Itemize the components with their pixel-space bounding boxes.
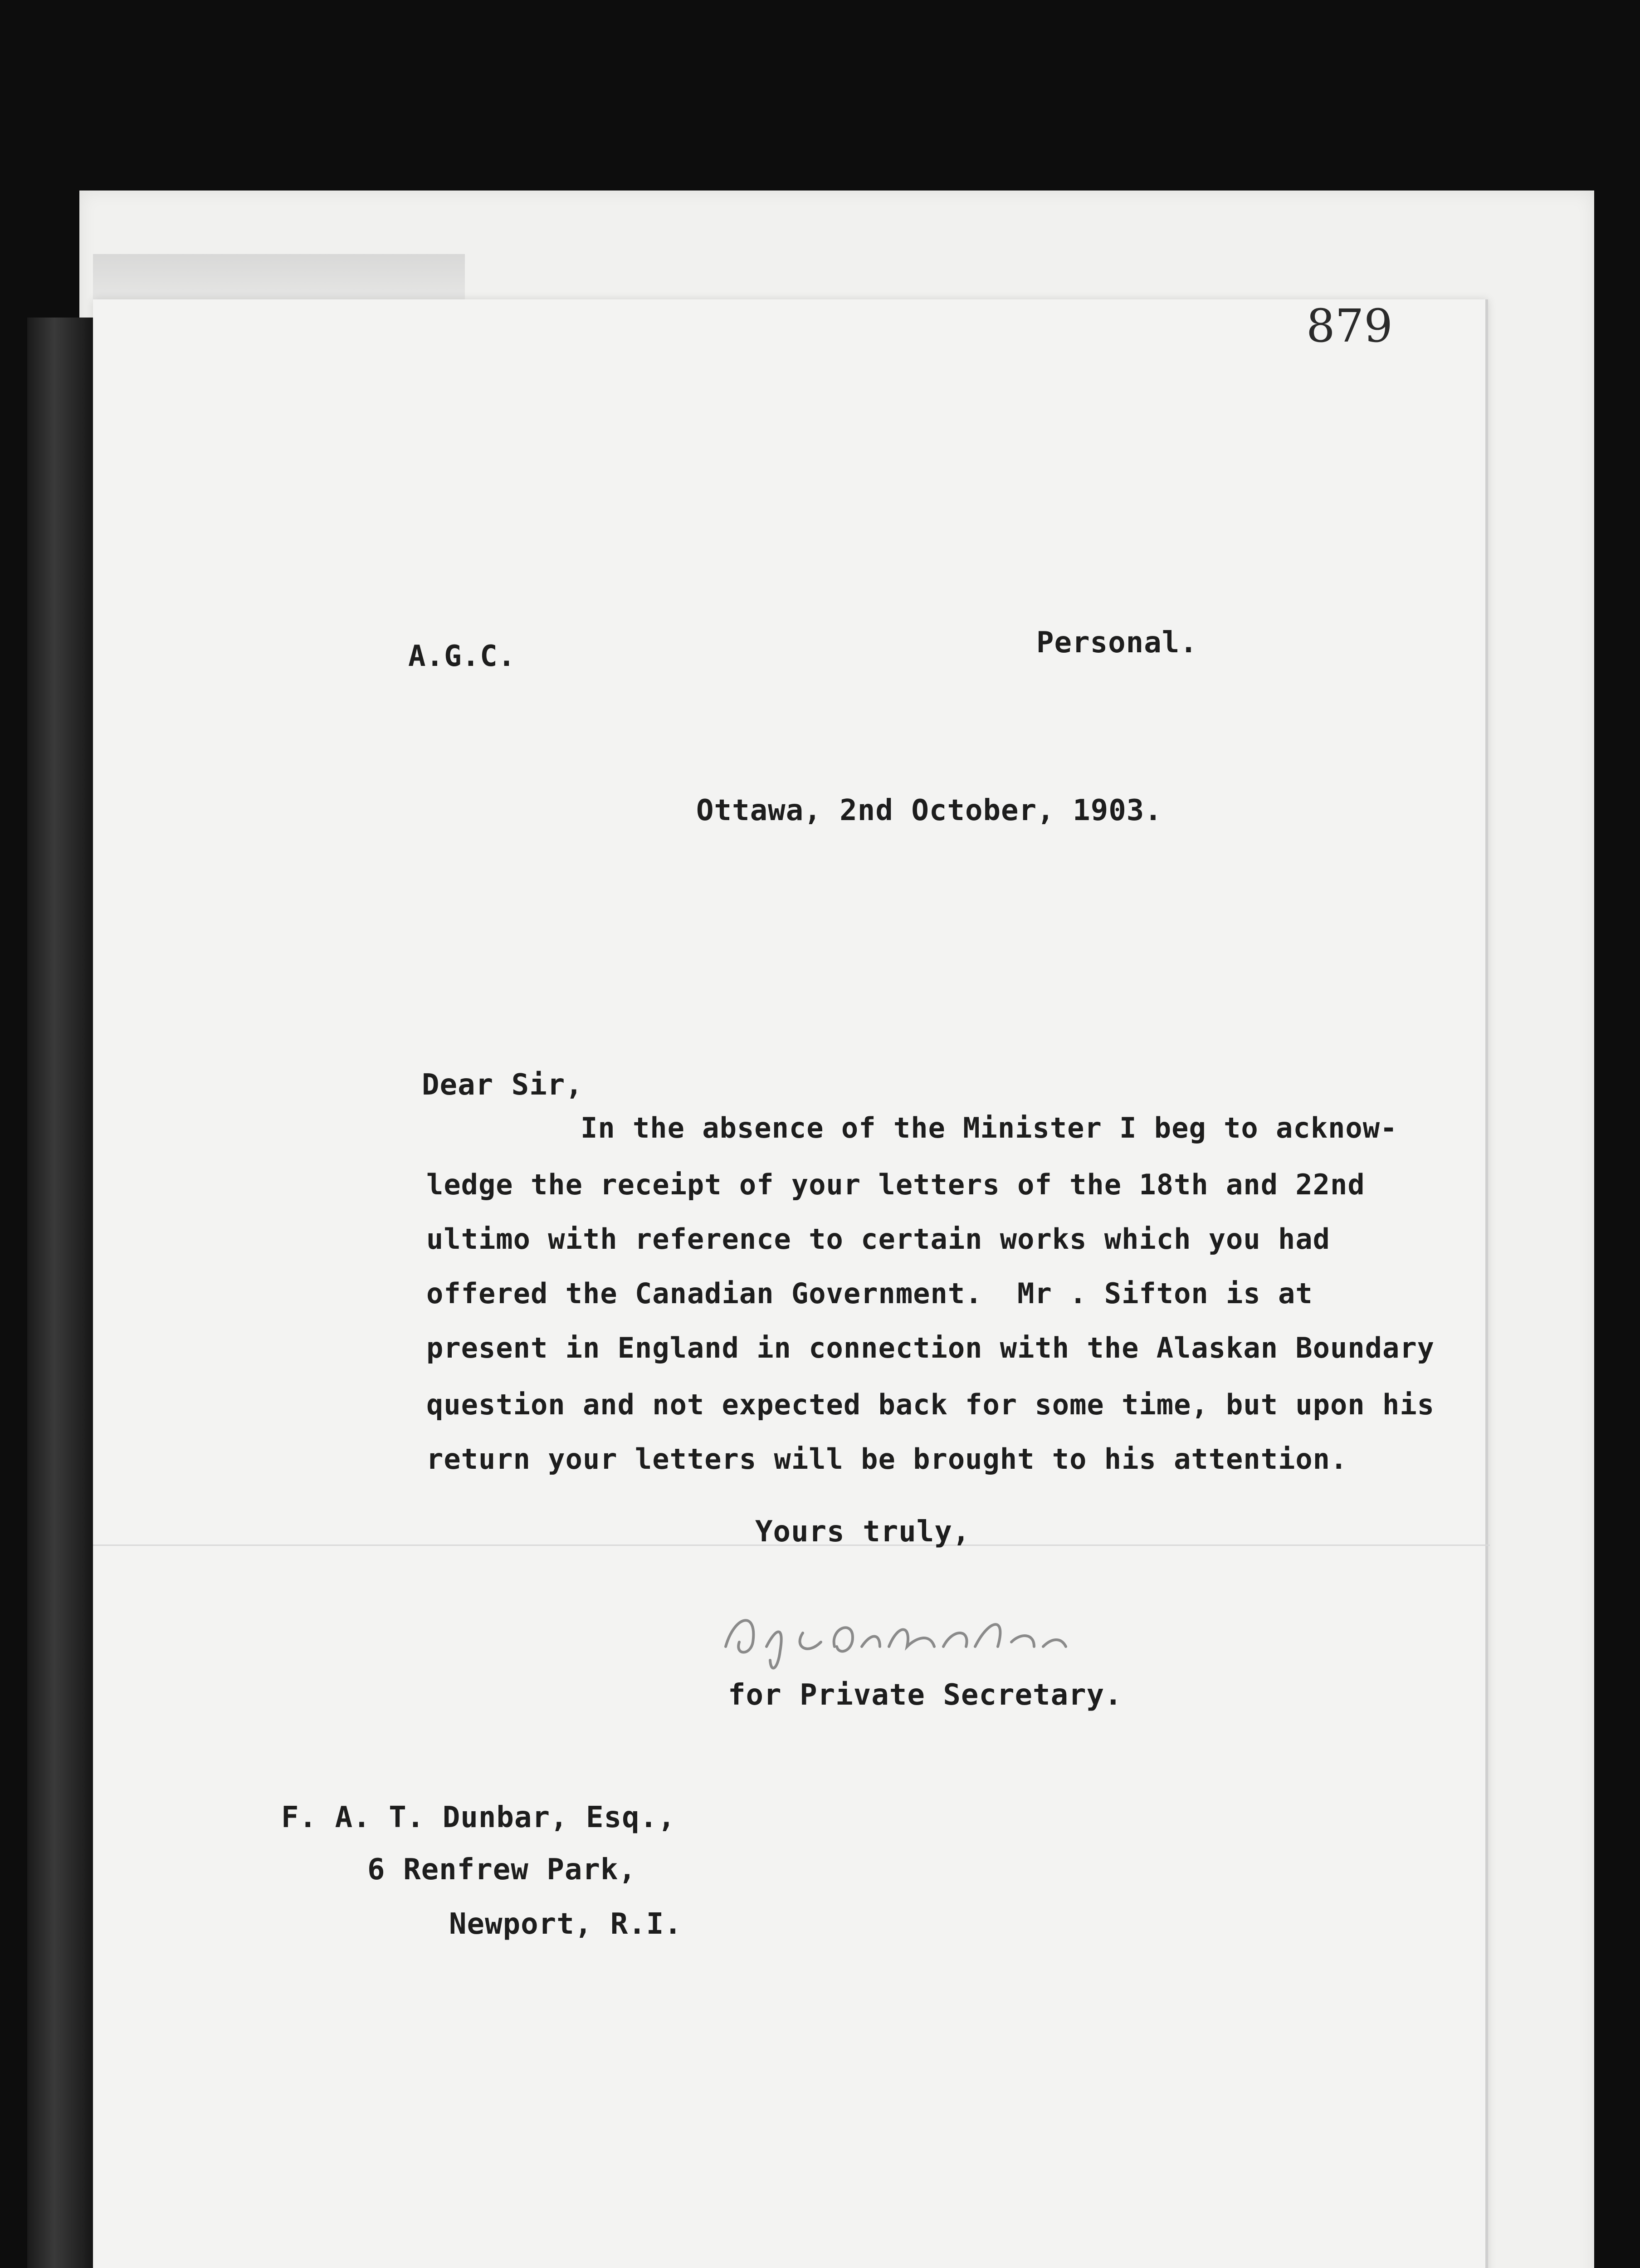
body-line: ultimo with reference to certain works which you had (426, 1222, 1331, 1256)
recipient-city: Newport, R.I. (449, 1907, 682, 1941)
date-line: Ottawa, 2nd October, 1903. (696, 794, 1162, 827)
body-line: In the absence of the Minister I beg to acknow- (581, 1111, 1398, 1144)
body-line: present in England in connection with the Alaskan Boundary (426, 1331, 1435, 1364)
body-line: ledge the receipt of your letters of the 18th and 22nd (426, 1168, 1365, 1201)
binding-edge (27, 318, 95, 2268)
closing: Yours truly, (755, 1515, 971, 1549)
body-line: return your letters will be brought to his attention. (426, 1442, 1348, 1476)
recipient-street: 6 Renfrew Park, (367, 1853, 636, 1887)
sender-initials: A.G.C. (408, 640, 516, 673)
signer-title: for Private Secretary. (728, 1678, 1123, 1712)
body-line: offered the Canadian Government. Mr . Sifton is at (426, 1277, 1313, 1310)
page-number: 879 (1306, 299, 1393, 352)
salutation: Dear Sir, (422, 1068, 583, 1102)
body-line: question and not expected back for some time, but upon his (426, 1388, 1435, 1421)
recipient-name: F. A. T. Dunbar, Esq., (281, 1801, 676, 1834)
handwritten-signature (717, 1579, 1079, 1678)
personal-marking: Personal. (1036, 626, 1198, 660)
